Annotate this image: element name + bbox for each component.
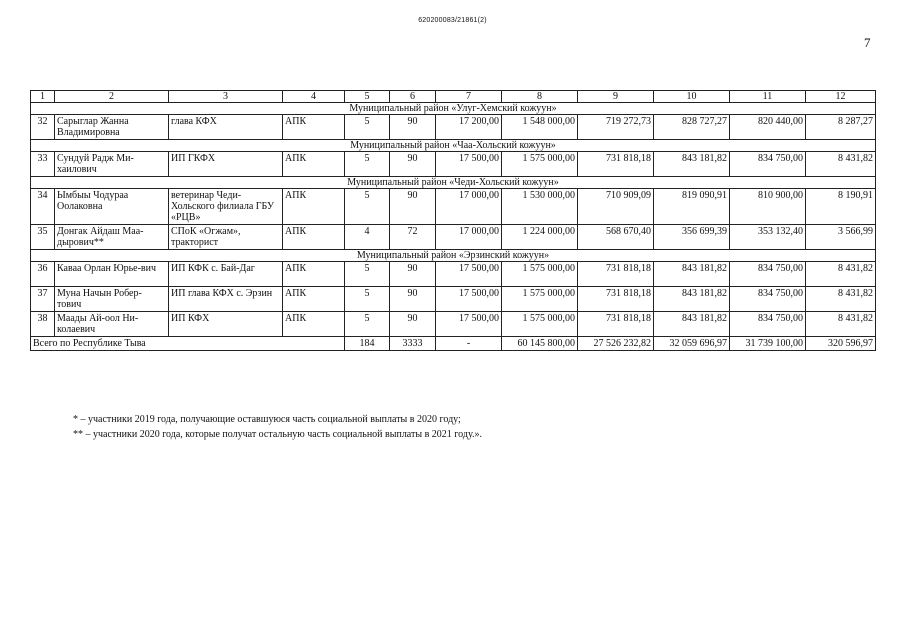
header-cell: 7 xyxy=(436,91,502,103)
footnote-single-star: * – участники 2019 года, получающие оставшуюся часть социальной выплаты в 2020 году; xyxy=(73,414,461,425)
table-cell: 710 909,09 xyxy=(578,189,654,225)
table-cell: Донгак Айдаш Маа-дырович** xyxy=(55,225,169,250)
table-cell: 1 575 000,00 xyxy=(502,152,578,177)
table-cell: 1 530 000,00 xyxy=(502,189,578,225)
table-cell: 1 548 000,00 xyxy=(502,115,578,140)
region-title: Муниципальный район «Улуг-Хемский кожуун» xyxy=(31,103,876,115)
region-title: Муниципальный район «Чаа-Хольский кожуун» xyxy=(31,140,876,152)
table-cell: 568 670,40 xyxy=(578,225,654,250)
table-cell: ИП ГКФХ xyxy=(169,152,283,177)
table-cell: 72 xyxy=(390,225,436,250)
table-row xyxy=(31,287,876,312)
table-cell: 5 xyxy=(345,152,390,177)
column-number-row xyxy=(31,91,876,103)
table-cell: 17 000,00 xyxy=(436,225,502,250)
table-cell: глава КФХ xyxy=(169,115,283,140)
table-cell: ИП глава КФХ с. Эрзин xyxy=(169,287,283,312)
region-row xyxy=(31,140,876,152)
table-cell: АПК xyxy=(283,115,345,140)
footnotes xyxy=(73,412,482,442)
table-cell: 834 750,00 xyxy=(730,312,806,337)
table-cell: 5 xyxy=(345,262,390,287)
table-cell: 33 xyxy=(31,152,55,177)
table-cell: 5 xyxy=(345,312,390,337)
table-cell: 731 818,18 xyxy=(578,152,654,177)
table-cell: Сарыглар Жанна Владимировна xyxy=(55,115,169,140)
table-cell: 8 190,91 xyxy=(806,189,876,225)
table-cell: 36 xyxy=(31,262,55,287)
region-row xyxy=(31,177,876,189)
table-cell: ветеринар Чеди-Хольского филиала ГБУ «РЦВ» xyxy=(169,189,283,225)
table-cell: Муна Начын Робер-тович xyxy=(55,287,169,312)
table-cell: ИП КФХ xyxy=(169,312,283,337)
header-cell: 9 xyxy=(578,91,654,103)
table-cell: Маады Ай-оол Ни-колаевич xyxy=(55,312,169,337)
table-row xyxy=(31,152,876,177)
table-cell: 8 431,82 xyxy=(806,262,876,287)
table-cell: 34 xyxy=(31,189,55,225)
table-cell: 90 xyxy=(390,262,436,287)
table-row xyxy=(31,115,876,140)
total-cell: 184 xyxy=(345,337,390,351)
table-cell: 35 xyxy=(31,225,55,250)
table-cell: 1 575 000,00 xyxy=(502,312,578,337)
table-cell: 834 750,00 xyxy=(730,287,806,312)
table-cell: 810 900,00 xyxy=(730,189,806,225)
table-cell: АПК xyxy=(283,152,345,177)
table-cell: 17 000,00 xyxy=(436,189,502,225)
table-cell: Сундуй Радж Ми-хаилович xyxy=(55,152,169,177)
table-cell: 5 xyxy=(345,287,390,312)
table-cell: 8 431,82 xyxy=(806,312,876,337)
table-cell: 356 699,39 xyxy=(654,225,730,250)
table-cell: 17 500,00 xyxy=(436,287,502,312)
table-cell: Каваа Орлан Юрье-вич xyxy=(55,262,169,287)
header-cell: 3 xyxy=(169,91,283,103)
total-cell: 60 145 800,00 xyxy=(502,337,578,351)
total-row xyxy=(31,337,876,351)
table-cell: АПК xyxy=(283,312,345,337)
total-cell: - xyxy=(436,337,502,351)
footnote-double-star: ** – участники 2020 года, которые получат остальную часть социальной выплаты в 2021 году.». xyxy=(73,429,482,440)
total-cell: 3333 xyxy=(390,337,436,351)
table-cell: ИП КФК с. Бай-Даг xyxy=(169,262,283,287)
table-cell: 843 181,82 xyxy=(654,312,730,337)
table-cell: 17 200,00 xyxy=(436,115,502,140)
table-cell: 8 287,27 xyxy=(806,115,876,140)
table-cell: 5 xyxy=(345,189,390,225)
header-cell: 2 xyxy=(55,91,169,103)
region-title: Муниципальный район «Чеди-Хольский кожуун» xyxy=(31,177,876,189)
document-id: 620200083/21861(2) xyxy=(418,17,487,24)
header-cell: 10 xyxy=(654,91,730,103)
table-cell: 820 440,00 xyxy=(730,115,806,140)
header-cell: 1 xyxy=(31,91,55,103)
table-cell: 834 750,00 xyxy=(730,262,806,287)
table-cell: АПК xyxy=(283,189,345,225)
header-cell: 12 xyxy=(806,91,876,103)
table-cell: АПК xyxy=(283,225,345,250)
table-cell: 4 xyxy=(345,225,390,250)
table-cell: 1 575 000,00 xyxy=(502,287,578,312)
table-cell: СПоК «Огжам», тракторист xyxy=(169,225,283,250)
table-cell: 843 181,82 xyxy=(654,287,730,312)
table-row xyxy=(31,225,876,250)
table-cell: 17 500,00 xyxy=(436,262,502,287)
table-cell: 17 500,00 xyxy=(436,312,502,337)
table-cell: 1 575 000,00 xyxy=(502,262,578,287)
table-cell: 8 431,82 xyxy=(806,287,876,312)
table-cell: 353 132,40 xyxy=(730,225,806,250)
table-cell: 731 818,18 xyxy=(578,312,654,337)
table-cell: 843 181,82 xyxy=(654,262,730,287)
total-cell: 27 526 232,82 xyxy=(578,337,654,351)
table-cell: 731 818,18 xyxy=(578,287,654,312)
payments-table xyxy=(30,90,876,351)
region-row xyxy=(31,250,876,262)
table-row xyxy=(31,262,876,287)
table-cell: 90 xyxy=(390,287,436,312)
table-cell: 38 xyxy=(31,312,55,337)
table-cell: 5 xyxy=(345,115,390,140)
table-cell: Ымбыы Чодураа Оолаковна xyxy=(55,189,169,225)
total-cell: 32 059 696,97 xyxy=(654,337,730,351)
total-label: Всего по Республике Тыва xyxy=(31,337,345,351)
header-cell: 6 xyxy=(390,91,436,103)
total-cell: 31 739 100,00 xyxy=(730,337,806,351)
total-cell: 320 596,97 xyxy=(806,337,876,351)
table-cell: АПК xyxy=(283,262,345,287)
table-row xyxy=(31,189,876,225)
region-title: Муниципальный район «Эрзинский кожуун» xyxy=(31,250,876,262)
table-cell: 90 xyxy=(390,115,436,140)
header-cell: 5 xyxy=(345,91,390,103)
region-row xyxy=(31,103,876,115)
table-cell: 90 xyxy=(390,189,436,225)
table-cell: 8 431,82 xyxy=(806,152,876,177)
table-cell: 1 224 000,00 xyxy=(502,225,578,250)
table-cell: 843 181,82 xyxy=(654,152,730,177)
table-cell: 17 500,00 xyxy=(436,152,502,177)
header-cell: 8 xyxy=(502,91,578,103)
table-cell: 90 xyxy=(390,152,436,177)
header-cell: 4 xyxy=(283,91,345,103)
table-cell: 719 272,73 xyxy=(578,115,654,140)
table-cell: 37 xyxy=(31,287,55,312)
table-cell: 834 750,00 xyxy=(730,152,806,177)
table-cell: 819 090,91 xyxy=(654,189,730,225)
table-cell: АПК xyxy=(283,287,345,312)
header-cell: 11 xyxy=(730,91,806,103)
table-body xyxy=(31,91,876,351)
table-cell: 828 727,27 xyxy=(654,115,730,140)
table-cell: 32 xyxy=(31,115,55,140)
page-number: 7 xyxy=(864,35,871,50)
table-row xyxy=(31,312,876,337)
table-cell: 90 xyxy=(390,312,436,337)
table-cell: 731 818,18 xyxy=(578,262,654,287)
table-cell: 3 566,99 xyxy=(806,225,876,250)
